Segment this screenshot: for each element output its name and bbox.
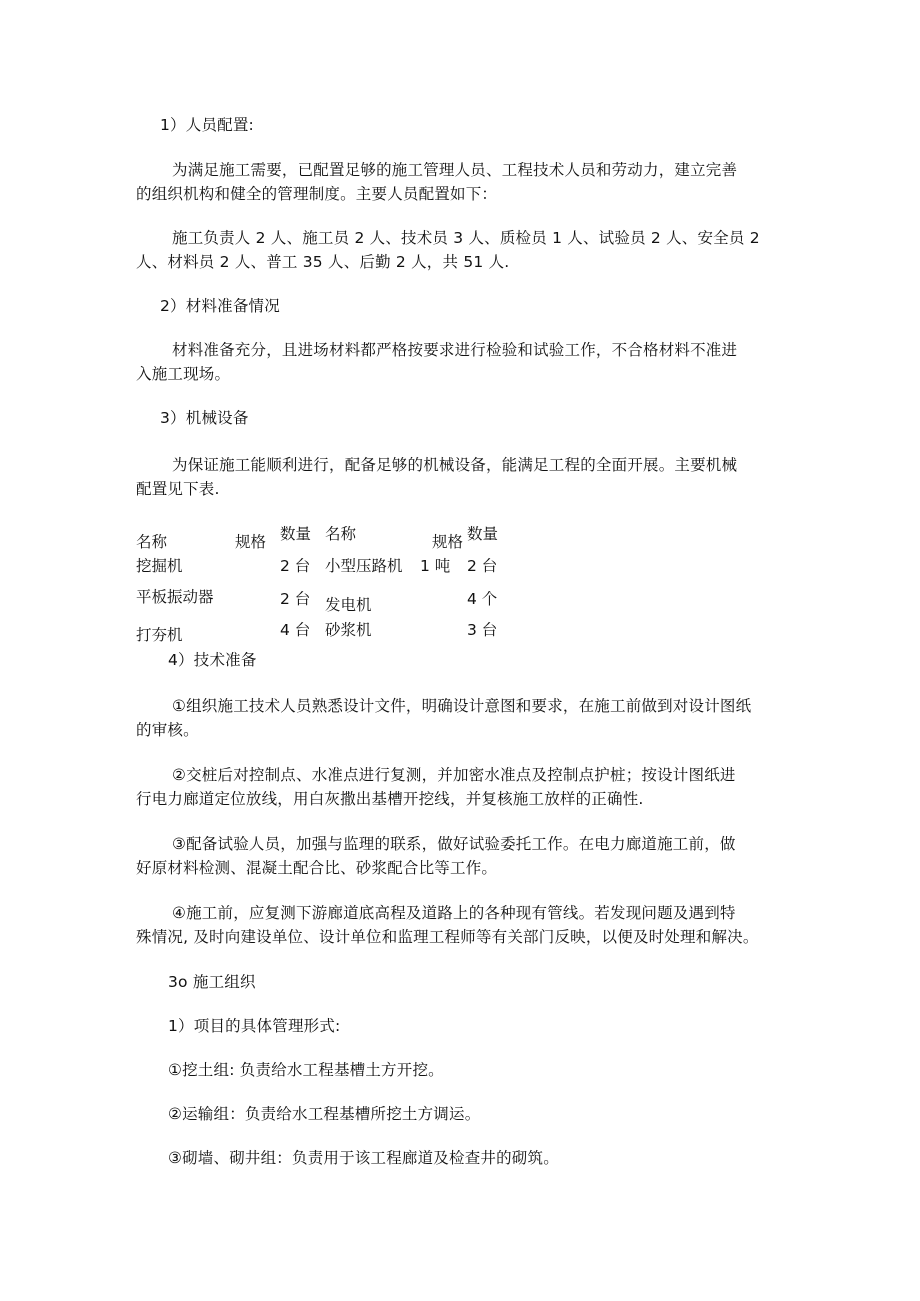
table-row-1-name-b: 小型压路机 [325, 557, 403, 575]
table-header-name-b: 名称 [325, 525, 357, 543]
materials-text-line-2: 入施工现场。 [136, 365, 231, 383]
table-row-2-name-a: 平板振动器 [136, 588, 214, 606]
table-row-3-name-a: 打夯机 [136, 626, 183, 644]
mgmt-item-3: ③砌墙、砌井组：负责用于该工程廊道及检查井的砌筑。 [168, 1149, 559, 1167]
table-header-qty-b: 数量 [467, 525, 499, 543]
table-row-1-qty-b: 2 台 [467, 557, 498, 575]
table-header-spec-a: 规格 [235, 533, 267, 551]
machinery-text-line-1: 为保证施工能顺利进行，配备足够的机械设备，能满足工程的全面开展。主要机械 [172, 456, 738, 474]
mgmt-item-1: ①挖土组: 负责给水工程基槽土方开挖。 [168, 1061, 444, 1079]
table-row-3-qty-a: 4 台 [280, 621, 311, 639]
tech-item-4-line-1: ④施工前，应复测下游廊道底高程及道路上的各种现有管线。若发现问题及遇到特 [172, 904, 736, 922]
table-row-3-name-b: 砂浆机 [325, 621, 372, 639]
tech-item-2-line-2: 行电力廊道定位放线，用白灰撒出基槽开挖线，并复核施工放样的正确性. [136, 790, 644, 808]
table-header-name-a: 名称 [136, 533, 168, 551]
table-row-2-qty-b: 4 个 [467, 590, 498, 608]
table-row-3-qty-b: 3 台 [467, 621, 498, 639]
table-row-2-qty-a: 2 台 [280, 590, 311, 608]
tech-item-1-line-2: 的审核。 [136, 721, 199, 739]
table-row-1-qty-a: 2 台 [280, 557, 311, 575]
machinery-heading: 3）机械设备 [160, 409, 249, 427]
machinery-text-line-2: 配置见下表. [136, 480, 220, 498]
tech-item-2-line-1: ②交桩后对控制点、水准点进行复测，并加密水准点及控制点护桩；按设计图纸进 [172, 766, 736, 784]
table-header-spec-b: 规格 [432, 533, 464, 551]
table-row-1-name-a: 挖掘机 [136, 557, 183, 575]
personnel-intro-line-2: 的组织机构和健全的管理制度。主要人员配置如下： [136, 185, 498, 203]
personnel-list-line-1: 施工负责人 2 人、施工员 2 人、技术员 3 人、质检员 1 人、试验员 2 人、安全员 2 [172, 229, 760, 247]
tech-heading: 4）技术准备 [168, 651, 257, 669]
personnel-intro-line-1: 为满足施工需要，已配置足够的施工管理人员、工程技术人员和劳动力，建立完善 [172, 161, 738, 179]
table-row-2-name-b: 发电机 [325, 596, 372, 614]
tech-item-4-line-2: 殊情况, 及时向建设单位、设计单位和监理工程师等有关部门反映，以便及时处理和解决。 [136, 928, 759, 946]
mgmt-heading: 1）项目的具体管理形式: [168, 1017, 341, 1035]
materials-heading: 2）材料准备情况 [160, 297, 280, 315]
personnel-heading: 1）人员配置: [160, 116, 254, 134]
materials-text-line-1: 材料准备充分，且进场材料都严格按要求进行检验和试验工作，不合格材料不准进 [172, 341, 738, 359]
tech-item-1-line-1: ①组织施工技术人员熟悉设计文件，明确设计意图和要求，在施工前做到对设计图纸 [172, 697, 752, 715]
tech-item-3-line-2: 好原材料检测、混凝土配合比、砂浆配合比等工作。 [136, 859, 498, 877]
table-row-1-spec-b: 1 吨 [420, 557, 451, 575]
mgmt-item-2: ②运输组：负责给水工程基槽所挖土方调运。 [168, 1105, 481, 1123]
table-header-qty-a: 数量 [280, 525, 312, 543]
org-heading: 3o 施工组织 [168, 973, 256, 991]
tech-item-3-line-1: ③配备试验人员，加强与监理的联系，做好试验委托工作。在电力廊道施工前，做 [172, 835, 736, 853]
personnel-list-line-2: 人、材料员 2 人、普工 35 人、后勤 2 人，共 51 人. [136, 253, 510, 271]
